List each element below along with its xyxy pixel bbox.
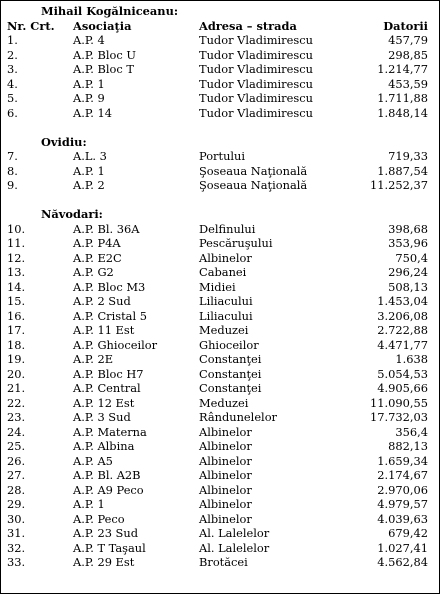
table-row xyxy=(1,367,439,382)
row-asociatia: A.P. Bl. 36A xyxy=(73,221,140,236)
row-adresa: Liliacului xyxy=(199,308,253,323)
table-row xyxy=(1,439,439,454)
row-nr: 31. xyxy=(7,526,26,540)
table-row xyxy=(1,222,439,237)
row-asociatia: A.P. 2E xyxy=(73,352,114,366)
row-nr: 22. xyxy=(7,395,26,410)
row-adresa: Portului xyxy=(199,149,246,163)
row-adresa: Şoseaua Naţională xyxy=(199,178,308,192)
row-datorii: 2.722,88 xyxy=(377,323,428,337)
row-adresa: Constanţei xyxy=(199,381,262,395)
row-asociatia: A.P. Bloc U xyxy=(73,47,136,62)
row-datorii: 750,4 xyxy=(395,250,428,265)
row-adresa: Meduzei xyxy=(199,323,249,337)
row-datorii: 1.711,88 xyxy=(377,91,428,105)
row-asociatia: A.L. 3 xyxy=(73,149,107,163)
row-asociatia: A.P. E2C xyxy=(73,250,122,265)
row-asociatia: A.P. Bloc T xyxy=(73,62,134,76)
row-nr: 23. xyxy=(7,410,26,424)
row-asociatia: A.P. P4A xyxy=(73,236,121,250)
row-asociatia: A.P. Bl. A2B xyxy=(73,468,141,482)
row-nr: 7. xyxy=(7,149,18,163)
row-adresa: Albinelor xyxy=(199,482,252,497)
row-nr: 8. xyxy=(7,163,18,178)
row-datorii: 17.732,03 xyxy=(370,410,428,424)
row-asociatia: A.P. 14 xyxy=(73,105,112,120)
row-datorii: 5.054,53 xyxy=(377,366,428,381)
row-asociatia: A.P. Central xyxy=(73,381,141,395)
row-datorii: 2.970,06 xyxy=(377,482,428,497)
header-nr: Nr. Crt. xyxy=(7,18,55,33)
table-row xyxy=(1,62,439,77)
row-adresa: Al. Lalelelor xyxy=(199,540,270,555)
row-nr: 18. xyxy=(7,337,26,352)
table-row xyxy=(1,178,439,193)
row-adresa: Brotăcei xyxy=(199,555,248,569)
row-nr: 24. xyxy=(7,424,26,439)
row-nr: 15. xyxy=(7,294,26,308)
header-asociatia: Asociaţia xyxy=(73,18,132,33)
row-nr: 12. xyxy=(7,250,26,265)
row-datorii: 679,42 xyxy=(388,526,428,540)
row-nr: 1. xyxy=(7,33,18,47)
table-row xyxy=(1,483,439,498)
row-asociatia: A.P. Bloc M3 xyxy=(73,279,146,294)
row-nr: 33. xyxy=(7,555,26,569)
row-asociatia: A.P. Bloc H7 xyxy=(73,366,144,381)
table-row xyxy=(1,33,439,48)
row-adresa: Tudor Vladimirescu xyxy=(199,62,313,76)
row-datorii: 1.027,41 xyxy=(377,540,428,555)
row-datorii: 457,79 xyxy=(388,33,428,47)
table-row xyxy=(1,106,439,121)
table-row xyxy=(1,149,439,164)
row-adresa: Albinelor xyxy=(199,439,252,453)
row-asociatia: A.P. 29 Est xyxy=(73,555,135,569)
row-datorii: 298,85 xyxy=(388,47,428,62)
table-row xyxy=(1,91,439,106)
row-asociatia: A.P. 4 xyxy=(73,33,105,47)
row-nr: 5. xyxy=(7,91,18,105)
row-datorii: 1.659,34 xyxy=(377,453,428,468)
row-adresa: Pescăruşului xyxy=(199,236,273,250)
section-title-label: Ovidiu: xyxy=(41,134,87,149)
row-nr: 6. xyxy=(7,105,18,120)
table-row xyxy=(1,251,439,266)
row-datorii: 1.848,14 xyxy=(377,105,428,120)
row-adresa: Albinelor xyxy=(199,468,252,482)
row-adresa: Albinelor xyxy=(199,453,252,468)
row-adresa: Rândunelelor xyxy=(199,410,277,424)
row-nr: 28. xyxy=(7,482,26,497)
row-asociatia: A.P. 1 xyxy=(73,76,105,91)
row-adresa: Tudor Vladimirescu xyxy=(199,76,313,91)
table-row xyxy=(1,425,439,440)
row-datorii: 11.090,55 xyxy=(370,395,428,410)
row-datorii: 1.214,77 xyxy=(377,62,428,76)
row-adresa: Albinelor xyxy=(199,424,252,439)
row-datorii: 508,13 xyxy=(388,279,428,294)
table-row xyxy=(1,236,439,251)
row-nr: 29. xyxy=(7,497,26,511)
row-asociatia: A.P. T Taşaul xyxy=(73,540,146,555)
row-nr: 20. xyxy=(7,366,26,381)
row-nr: 30. xyxy=(7,511,26,526)
header-adresa: Adresa – strada xyxy=(199,18,297,33)
header-datorii: Datorii xyxy=(383,18,428,33)
row-adresa: Şoseaua Naţională xyxy=(199,163,308,178)
row-asociatia: A.P. 3 Sud xyxy=(73,410,131,424)
row-datorii: 4.039,63 xyxy=(377,511,428,526)
table-row xyxy=(1,280,439,295)
row-adresa: Liliacului xyxy=(199,294,253,308)
row-adresa: Albinelor xyxy=(199,511,252,526)
table-row xyxy=(1,338,439,353)
row-adresa: Meduzei xyxy=(199,395,249,410)
row-adresa: Cabanei xyxy=(199,265,247,279)
row-nr: 2. xyxy=(7,47,18,62)
row-nr: 27. xyxy=(7,468,26,482)
row-asociatia: A.P. A5 xyxy=(73,453,113,468)
row-datorii: 296,24 xyxy=(388,265,428,279)
row-datorii: 353,96 xyxy=(388,236,428,250)
row-datorii: 11.252,37 xyxy=(370,178,428,192)
table-row xyxy=(1,512,439,527)
row-datorii: 356,4 xyxy=(395,424,428,439)
row-asociatia: A.P. G2 xyxy=(73,265,114,279)
row-datorii: 3.206,08 xyxy=(377,308,428,323)
table-row xyxy=(1,77,439,92)
row-adresa: Tudor Vladimirescu xyxy=(199,91,313,105)
row-asociatia: A.P. Peco xyxy=(73,511,125,526)
row-nr: 9. xyxy=(7,178,18,192)
table-row xyxy=(1,48,439,63)
table-row xyxy=(1,526,439,541)
row-adresa: Tudor Vladimirescu xyxy=(199,47,313,62)
table-row xyxy=(1,164,439,179)
table-row xyxy=(1,396,439,411)
row-nr: 25. xyxy=(7,439,26,453)
row-adresa: Midiei xyxy=(199,279,236,294)
section-title-label: Mihail Kogălniceanu: xyxy=(41,4,179,18)
row-nr: 13. xyxy=(7,265,26,279)
row-adresa: Constanţei xyxy=(199,352,262,366)
row-nr: 4. xyxy=(7,76,18,91)
table-row xyxy=(1,352,439,367)
row-nr: 11. xyxy=(7,236,26,250)
row-asociatia: A.P. 1 xyxy=(73,497,105,511)
row-datorii: 2.174,67 xyxy=(377,468,428,482)
row-adresa: Ghioceilor xyxy=(199,337,259,352)
row-adresa: Tudor Vladimirescu xyxy=(199,105,313,120)
table-row xyxy=(1,454,439,469)
row-nr: 16. xyxy=(7,308,26,323)
row-asociatia: A.P. 23 Sud xyxy=(73,526,138,540)
row-datorii: 398,68 xyxy=(388,221,428,236)
row-nr: 21. xyxy=(7,381,26,395)
section-title xyxy=(1,4,439,19)
row-datorii: 4.979,57 xyxy=(377,497,428,511)
row-asociatia: A.P. A9 Peco xyxy=(73,482,144,497)
row-nr: 3. xyxy=(7,62,18,76)
table-row xyxy=(1,323,439,338)
row-asociatia: A.P. Materna xyxy=(73,424,147,439)
row-nr: 32. xyxy=(7,540,26,555)
section-title xyxy=(1,207,439,222)
row-datorii: 453,59 xyxy=(388,76,428,91)
row-adresa: Constanţei xyxy=(199,366,262,381)
table-header xyxy=(1,19,439,34)
row-asociatia: A.P. Cristal 5 xyxy=(73,308,147,323)
row-adresa: Tudor Vladimirescu xyxy=(199,33,313,47)
row-asociatia: A.P. 2 xyxy=(73,178,105,192)
row-datorii: 719,33 xyxy=(388,149,428,163)
table-row xyxy=(1,541,439,556)
row-asociatia: A.P. 2 Sud xyxy=(73,294,131,308)
row-asociatia: A.P. 11 Est xyxy=(73,323,135,337)
row-adresa: Albinelor xyxy=(199,497,252,511)
row-adresa: Al. Lalelelor xyxy=(199,526,270,540)
row-nr: 10. xyxy=(7,221,26,236)
row-adresa: Albinelor xyxy=(199,250,252,265)
row-datorii: 1.887,54 xyxy=(377,163,428,178)
row-datorii: 1.638 xyxy=(395,352,428,366)
section-title-label: Năvodari: xyxy=(41,207,103,221)
row-nr: 26. xyxy=(7,453,26,468)
table-row xyxy=(1,294,439,309)
row-nr: 14. xyxy=(7,279,26,294)
row-asociatia: A.P. 9 xyxy=(73,91,105,105)
section-title xyxy=(1,135,439,150)
table-row xyxy=(1,381,439,396)
table-row xyxy=(1,265,439,280)
row-datorii: 1.453,04 xyxy=(377,294,428,308)
table-row xyxy=(1,468,439,483)
row-nr: 17. xyxy=(7,323,26,337)
row-datorii: 882,13 xyxy=(388,439,428,453)
table-row xyxy=(1,410,439,425)
row-datorii: 4.905,66 xyxy=(377,381,428,395)
row-asociatia: A.P. Ghioceilor xyxy=(73,337,158,352)
row-nr: 19. xyxy=(7,352,26,366)
row-asociatia: A.P. 1 xyxy=(73,163,105,178)
row-asociatia: A.P. 12 Est xyxy=(73,395,135,410)
row-adresa: Delfinului xyxy=(199,221,256,236)
table-row xyxy=(1,497,439,512)
row-asociatia: A.P. Albina xyxy=(73,439,135,453)
row-datorii: 4.562,84 xyxy=(377,555,428,569)
row-datorii: 4.471,77 xyxy=(377,337,428,352)
table-row xyxy=(1,555,439,570)
table-row xyxy=(1,309,439,324)
